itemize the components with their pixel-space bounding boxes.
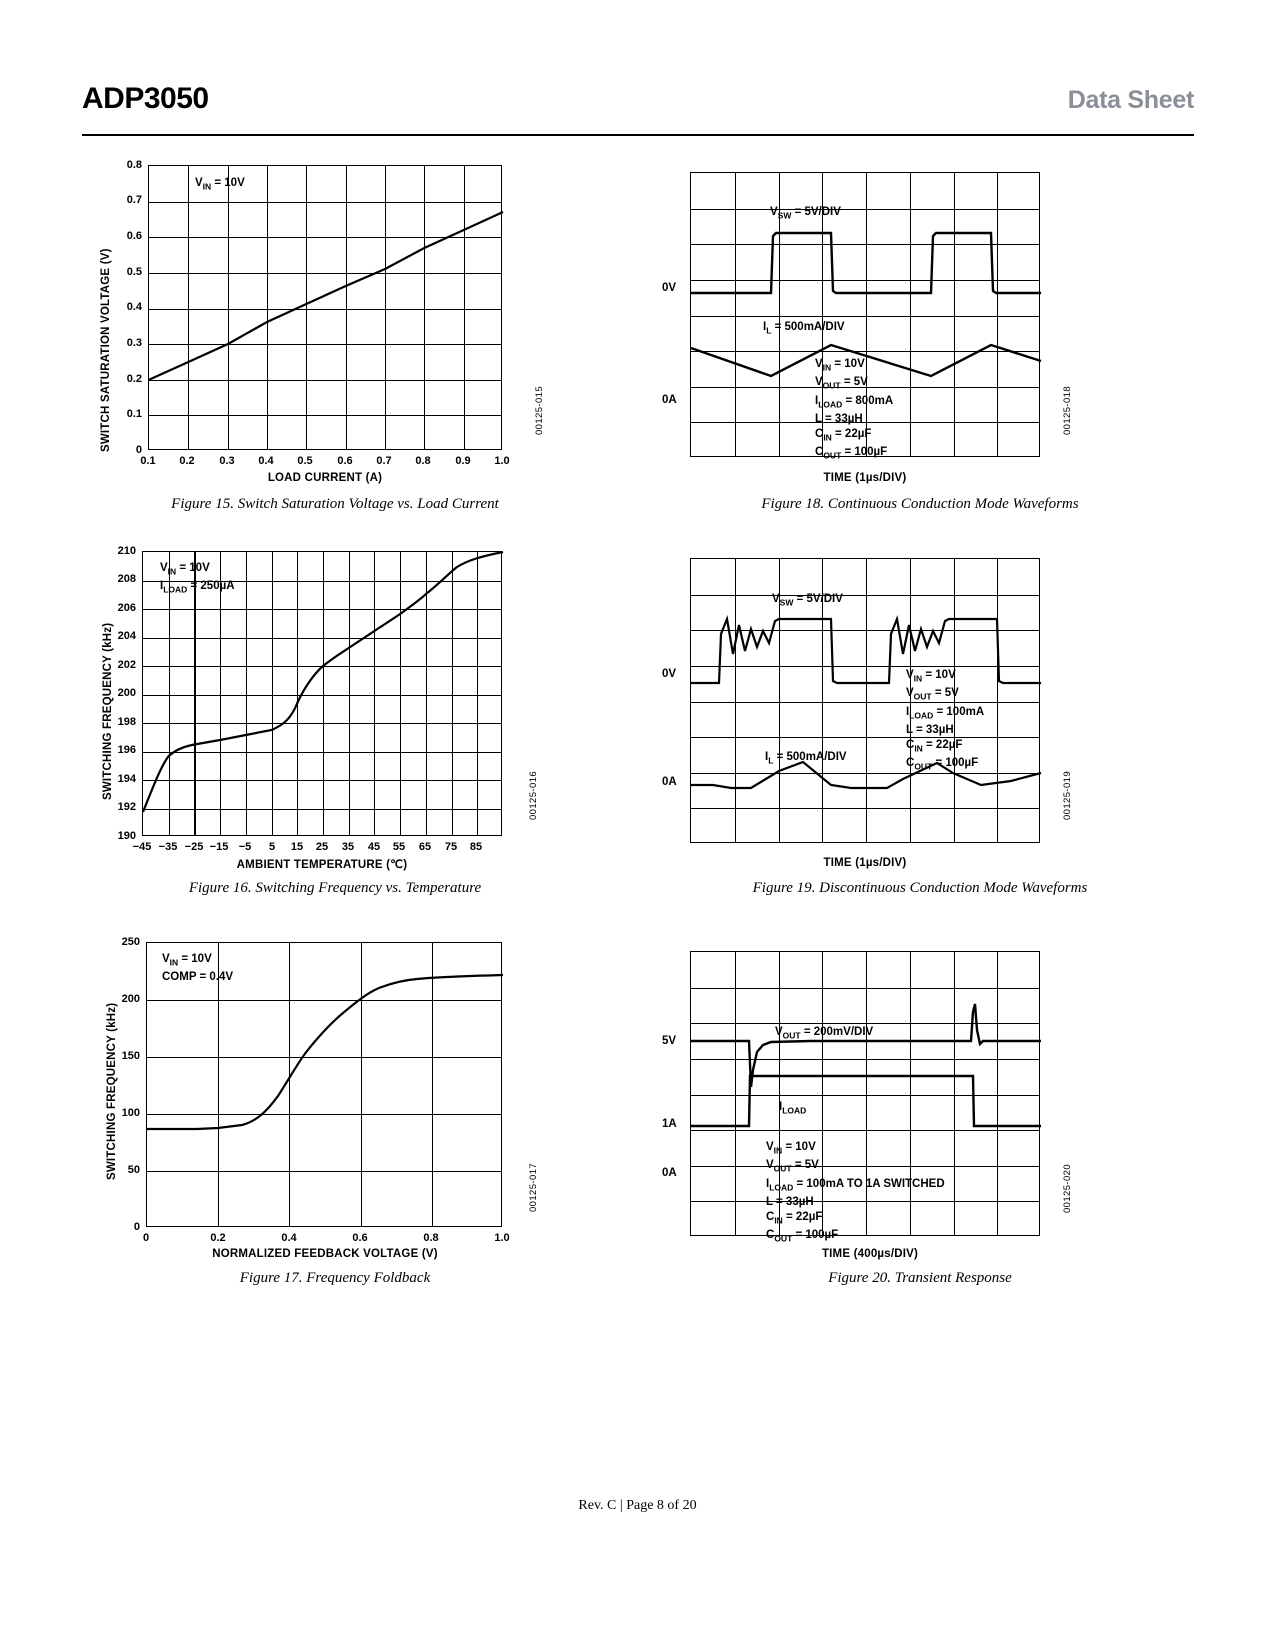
figure-17-id: 00125-017 [528,1162,539,1212]
figure-17-xtick: 0.2 [210,1232,226,1244]
page-header [82,80,1194,136]
document-type-label: Data Sheet [1067,86,1194,114]
figure-19-id: 00125-019 [1062,770,1073,820]
figure-20-conditions: $V_{IN} = 10V$ $V_{OUT} = 5V$ $I_{LOAD} = 100mA$ TO 1A SWITCHED L = 33µH $C_{IN} = 22\mu F$ $C_{OUT} = 100\mu F$ [766,1141,945,1244]
figure-17-ytick: 50 [127,1164,140,1176]
figure-17-annotation: $V_{IN} = 10V$ COMP = 0.4V [162,953,234,984]
figure-17-xtick: 0 [142,1232,150,1244]
figure-15-data-curve [149,166,503,451]
figure-15-xtick: 0.5 [297,455,313,467]
figure-16-ytick: 208 [117,573,136,585]
figure-16-ytick: 204 [117,630,136,642]
figure-17-y-axis-label: SWITCHING FREQUENCY (kHz) [106,1002,118,1180]
figure-16-ytick: 192 [117,801,136,813]
figure-18-x-axis-label: TIME (1µs/DIV) [823,472,907,484]
figure-15-id: 00125-015 [534,385,545,435]
figure-18-zero-amp-label: 0A [662,394,677,406]
figure-17-ytick: 200 [121,993,140,1005]
figure-19-vsw-label: $V_{SW} = 5V/DIV$ [772,593,843,608]
figure-17-xtick: 0.6 [352,1232,368,1244]
figure-16-xtick: 65 [418,841,432,853]
figure-16-ytick: 198 [117,716,136,728]
figure-19-plot-area [690,558,1040,843]
figure-16-xtick: 55 [392,841,406,853]
figure-16-xtick: 25 [315,841,329,853]
figure-16-xtick: 15 [290,841,304,853]
figure-16-xtick: −25 [184,841,204,853]
figure-20-id: 00125-020 [1062,1163,1073,1213]
figure-16-xtick: −45 [132,841,152,853]
figure-18-caption: Figure 18. Continuous Conduction Mode Waveforms [761,496,1079,512]
figure-15-plot-area [148,165,502,450]
figure-15-xtick: 0.3 [219,455,235,467]
figure-15-ytick: 0.4 [126,301,142,313]
figure-20-iload-label: $I_{LOAD}$ [779,1101,807,1116]
figure-20-x-axis-label: TIME (400µs/DIV) [821,1248,919,1260]
figure-15-ytick: 0.3 [126,337,142,349]
figure-19-x-axis-label: TIME (1µs/DIV) [823,857,907,869]
figure-16-xtick: −35 [158,841,178,853]
figure-16-xtick: 45 [367,841,381,853]
figure-15-xtick: 0.4 [258,455,274,467]
figure-15-ytick: 0.7 [126,194,142,206]
figure-15-ytick: 0.8 [126,159,142,171]
figure-20-zero-amp-label: 0A [662,1167,677,1179]
figure-17-ytick: 0 [133,1221,140,1233]
figure-16-ytick: 190 [117,830,136,842]
figure-16-y-axis-label: SWITCHING FREQUENCY (kHz) [102,622,114,800]
figure-15-xtick: 1.0 [494,455,510,467]
figure-19-zero-amp-label: 0A [662,776,677,788]
figure-16-ytick: 196 [117,744,136,756]
figure-18-id: 00125-018 [1062,385,1073,435]
figure-17-xtick: 0.8 [423,1232,439,1244]
figure-16-ytick: 194 [117,773,136,785]
figure-20-one-amp-label: 1A [662,1118,677,1130]
figure-16-ytick: 210 [117,545,136,557]
figure-20-caption: Figure 20. Transient Response [828,1270,1012,1286]
figure-17-data-curve [147,943,503,1228]
figure-15-xtick: 0.1 [140,455,156,467]
figure-15-ytick: 0.2 [126,373,142,385]
figure-16-xtick: 5 [268,841,276,853]
figure-17-xtick: 0.4 [281,1232,297,1244]
figure-18-conditions: $V_{IN} = 10V$ $V_{OUT} = 5V$ $I_{LOAD} = 800mA$ L = 33µH $C_{IN} = 22\mu F$ $C_{OUT} = 100\mu F$ [815,358,894,461]
figure-18-zero-volt-label: 0V [662,282,677,294]
figure-16-x-axis-label: AMBIENT TEMPERATURE (℃) [236,859,408,871]
figure-15-caption: Figure 15. Switch Saturation Voltage vs. Load Current [171,496,499,512]
figure-16-ytick: 206 [117,602,136,614]
figure-20-vout-label: $V_{OUT} = 200mV/DIV$ [775,1026,874,1041]
figure-15-xtick: 0.2 [179,455,195,467]
figure-17-ytick: 250 [121,936,140,948]
figure-15-xtick: 0.8 [415,455,431,467]
figure-16-ytick: 200 [117,687,136,699]
figure-17-ytick: 150 [121,1050,140,1062]
figure-15-xtick: 0.7 [376,455,392,467]
figure-16-caption: Figure 16. Switching Frequency vs. Temperature [188,880,482,896]
page-title: ADP3050 [82,82,209,115]
figure-16-id: 00125-016 [528,770,539,820]
figure-15-annotation: $V_{IN} = 10V$ [195,177,245,192]
figure-16-xtick: 85 [469,841,483,853]
figure-19-conditions: $V_{IN} = 10V$ $V_{OUT} = 5V$ $I_{LOAD} = 100mA$ L = 33µH $C_{IN} = 22\mu F$ $C_{OUT} = 100\mu F$ [906,669,985,772]
figure-18-il-label: $I_L = 500mA/DIV$ [763,321,845,336]
figure-20-five-volt-label: 5V [662,1035,677,1047]
figure-16-xtick: 35 [341,841,355,853]
figure-17-ytick: 100 [121,1107,140,1119]
figure-16-xtick: −5 [238,841,252,853]
figure-15-xtick: 0.9 [455,455,471,467]
figure-15-x-axis-label: LOAD CURRENT (A) [267,472,383,484]
figure-18-vsw-label: $V_{SW} = 5V/DIV$ [770,206,841,221]
figure-16-xtick: 75 [444,841,458,853]
figure-16-xtick: −15 [209,841,229,853]
figure-17-x-axis-label: NORMALIZED FEEDBACK VOLTAGE (V) [212,1248,438,1260]
figure-15-xtick: 0.6 [337,455,353,467]
figure-15-ytick: 0.6 [126,230,142,242]
figure-19-zero-volt-label: 0V [662,668,677,680]
figure-16-ytick: 202 [117,659,136,671]
figure-17-caption: Figure 17. Frequency Foldback [239,1270,431,1286]
figure-15-ytick: 0.5 [126,266,142,278]
figure-16-annotation: $V_{IN} = 10V$ $I_{LOAD} = 250\mu A$ [160,562,235,595]
figure-17-xtick: 1.0 [494,1232,510,1244]
figure-15-y-axis-label: SWITCH SATURATION VOLTAGE (V) [100,248,112,452]
figure-19-il-label: $I_L = 500mA/DIV$ [765,751,847,766]
figure-15-ytick: 0 [135,444,142,456]
figure-19-waveforms [691,559,1041,844]
page-footer: Rev. C | Page 8 of 20 [578,1498,697,1513]
figure-15-ytick: 0.1 [126,408,142,420]
figure-19-caption: Figure 19. Discontinuous Conduction Mode Waveforms [752,880,1088,896]
